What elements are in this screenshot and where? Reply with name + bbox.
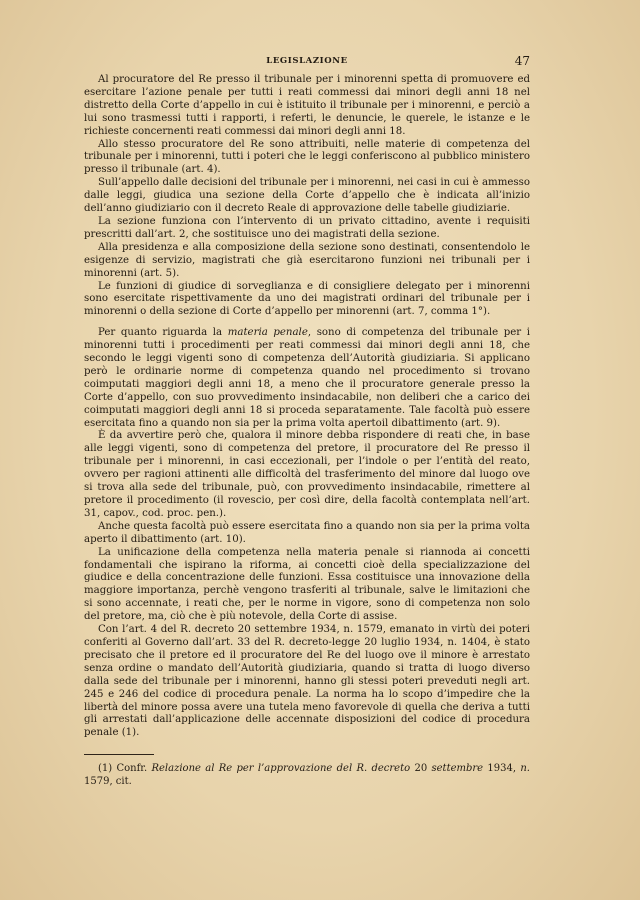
paragraph: Al procuratore del Re presso il tribunale per i minorenni spetta di promuovere ed esercitare l’azione penale per tutti i reati commessi dai minori degli anni 18 nel distretto della Corte d’appello in cui è istituito il tribunale per i minorenni, e perciò a lui sono trasmessi tutti i rapporti, i referti, le denuncie, le querele, le istanze e le richieste concernenti reati commessi dai minori degli anni 18. (84, 74, 530, 137)
footnote-title: settembre (431, 763, 484, 775)
footnote (84, 763, 530, 788)
page-number: 47 (514, 54, 530, 68)
footnote-divider (84, 754, 154, 755)
footnote-title: Relazione al Re per l’approvazione del R. decreto (151, 763, 411, 775)
paragraph: Con l’art. 4 del R. decreto 20 settembre 1934, n. 1579, emanato in virtù dei poteri conferiti al Governo dall’art. 33 del R. decreto-legge 20 luglio 1934, n. 1404, è stato precisato che il pretore ed il procuratore del Re del luogo ove il minore è arrestato senza ordine o mandato dell’Autorità giudiziaria, quando si tratta di luogo diverso dalla sede del tribunale per i minorenni, hanno gli stessi poteri preveduti negli art. 245 e 246 del codice di procedura penale. La norma ha lo scopo d’impedire che la libertà del minore possa avere una tutela meno favorevole di quella che deriva a tutti gli arrestati dall’applicazione delle accennate disposizioni del codice di procedura penale (1). (84, 624, 530, 739)
footnote-title: n. (520, 763, 530, 775)
paragraph: Le funzioni di giudice di sorveglianza e di consigliere delegato per i minorenni sono esercitate rispettivamente da uno dei magistrati ordinari del tribunale per i minorenni o della sezione di Corte d’appello per minorenni (art. 7, comma 1°). (84, 280, 530, 318)
paragraph-text: Per quanto riguarda la (98, 327, 228, 339)
body-text (84, 74, 530, 788)
paragraph: Sull’appello dalle decisioni del tribunale per i minorenni, nei casi in cui è ammesso dalle leggi, giudica una sezione della Corte d’appello che è indicata all’inizio dell’anno giudiziario con il decreto Reale di approvazione delle tabelle giudiziarie. (84, 177, 530, 215)
paragraph: Allo stesso procuratore del Re sono attribuiti, nelle materie di competenza del tribunale per i minorenni, tutti i poteri che le leggi conferiscono al pubblico ministero presso il tribunale (art. 4). (84, 138, 530, 176)
emphasis: materia penale (227, 327, 308, 339)
footnote-text: 1934, (483, 763, 521, 775)
paragraph: Anche questa facoltà può essere esercitata fino a quando non sia per la prima volta aperto il dibattimento (art. 10). (84, 520, 530, 545)
paragraph: È da avvertire però che, qualora il minore debba rispondere di reati che, in base alle leggi vigenti, sono di competenza del pretore, il procuratore del Re presso il tribunale per i minorenni, in casi eccezionali, per l’indole o per l’entità del reato, ovvero per ragioni attinenti alle difficoltà del trasferimento del minore dal luogo ove si trova alla sede del tribunale, può, con provvedimento insindacabile, rimettere al pretore il procedimento (il rovescio, per così dire, della facoltà contemplata nell’art. 31, capov., cod. proc. pen.). (84, 430, 530, 519)
footnote-text: 1579, cit. (84, 775, 132, 787)
running-head: LEGISLAZIONE (266, 56, 348, 66)
footnote-text: 20 (410, 763, 432, 775)
paragraph: La unificazione della competenza nella materia penale si riannoda ai concetti fondamentali che ispirano la riforma, ai concetti cioè della specializzazione del giudice e della concentrazione delle funzioni. Essa costituisce una innovazione della maggiore importanza, perchè vengono trasferiti al tribunale, salve le limitazioni che si sono accennate, i reati che, per le norme in vigore, sono di competenza non solo del pretore, ma, ciò che è più notevole, della Corte di assise. (84, 546, 530, 623)
footnote-marker: (1) Confr. (98, 763, 152, 775)
paragraph (84, 327, 530, 430)
paragraph: Alla presidenza e alla composizione della sezione sono destinati, consentendolo le esigenze di servizio, magistrati che già esercitarono funzioni nei tribunali per i minorenni (art. 5). (84, 241, 530, 279)
page-header (84, 56, 530, 72)
paragraph-text: , sono di competenza del tribunale per i minorenni tutti i procedimenti per reati commessi dai minori degli anni 18, che secondo le leggi vigenti sono di competenza dell’Autorità giudiziaria. Si applicano però le ordinarie norme di competenza quando nel procedimento si trovano coimputati maggiori degli anni 18, a meno che il procuratore generale presso la Corte d’appello, con suo provvedimento insindacabile, non deliberi che a carico dei coimputati maggiori degli anni 18 si proceda separatamente. Tale facoltà può essere esercitata fino a quando non sia per la prima volta apertoil dibattimento (art. 9). (84, 327, 530, 429)
paragraph: La sezione funziona con l’intervento di un privato cittadino, avente i requisiti prescritti dall’art. 2, che sostituisce uno dei magistrati della sezione. (84, 215, 530, 240)
